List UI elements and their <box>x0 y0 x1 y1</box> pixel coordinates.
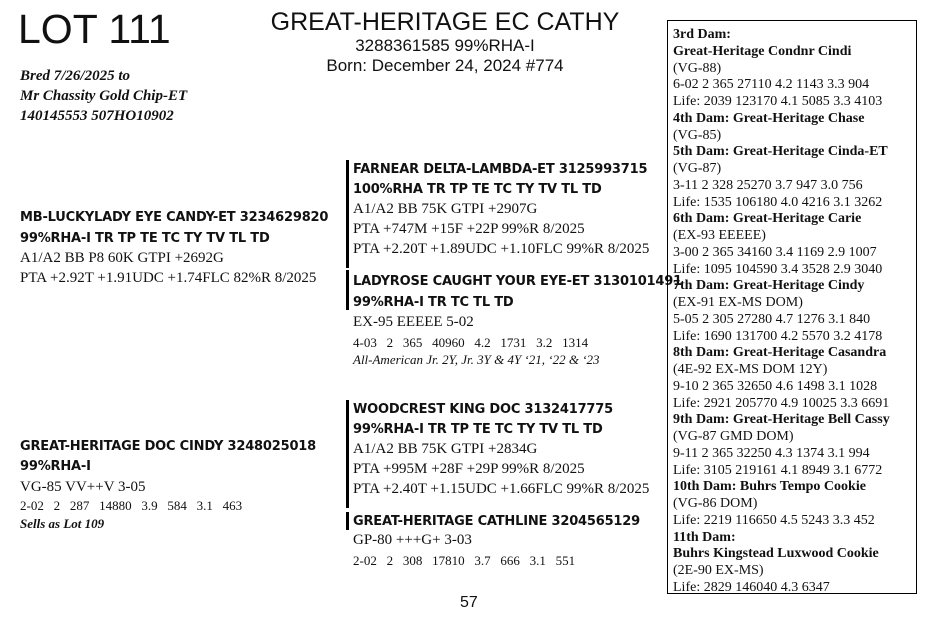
dam-lineage-line: 9-11 2 365 32250 4.3 1374 3.1 994 <box>673 445 870 461</box>
sire-sire-name: FARNEAR DELTA-LAMBDA-ET 3125993715 <box>353 162 648 177</box>
dam-lineage-line: Life: 3105 219161 4.1 8949 3.1 6772 <box>673 462 883 478</box>
dam-lineage-line: 11th Dam: <box>673 529 736 545</box>
dam-sire-name: WOODCREST KING DOC 3132417775 <box>353 402 613 417</box>
sire-dam-name: LADYROSE CAUGHT YOUR EYE-ET 3130101491 <box>353 274 682 289</box>
animal-name: GREAT-HERITAGE EC CATHY <box>270 8 620 36</box>
bred-date: Bred 7/26/2025 to <box>20 68 131 84</box>
lot-number: LOT 111 <box>18 6 171 52</box>
sire-dam-record: 4-03 2 365 40960 4.2 1731 3.2 1314 <box>353 335 589 350</box>
dam-lineage-line: Life: 1095 104590 3.4 3528 2.9 3040 <box>673 261 883 277</box>
dam-classification: VG-85 VV++V 3-05 <box>20 479 146 495</box>
dam-lineage-line: 4th Dam: Great-Heritage Chase <box>673 110 865 126</box>
dam-lineage-line: 8th Dam: Great-Heritage Casandra <box>673 345 887 361</box>
dam-lineage-line: Buhrs Kingstead Luxwood Cookie <box>673 546 879 562</box>
sire-codes: 99%RHA-I TR TP TE TC TY TV TL TD <box>20 231 270 246</box>
sire-genomics: A1/A2 BB P8 60K GTPI +2692G <box>20 250 224 266</box>
dam-lineage-line: Life: 1535 106180 4.0 4216 3.1 3262 <box>673 194 883 210</box>
page-number: 57 <box>460 594 478 611</box>
dam-dam-record: 2-02 2 308 17810 3.7 666 3.1 551 <box>353 553 576 568</box>
dam-lineage-line: Life: 2829 146040 4.3 6347 <box>673 579 830 595</box>
dam-lineage-line: Life: 2219 116650 4.5 5243 3.3 452 <box>673 512 875 528</box>
dam-lineage-line: (4E-92 EX-MS DOM 12Y) <box>673 362 828 377</box>
sire-name: MB-LUCKYLADY EYE CANDY-ET 3234629820 <box>20 210 329 225</box>
dam-lineage-line: (VG-88) <box>673 60 722 76</box>
dam-sire-pta-type: PTA +2.40T +1.15UDC +1.66FLC 99%R 8/2025 <box>353 481 650 497</box>
sire-dam-codes: 99%RHA-I TR TC TL TD <box>353 295 514 310</box>
dam-lineage-line: 3-11 2 328 25270 3.7 947 3.0 756 <box>673 177 863 193</box>
registration: 3288361585 99%RHA-I <box>355 36 535 55</box>
dam-lineage-line: Life: 2921 205770 4.9 10025 3.3 6691 <box>673 395 890 411</box>
dam-record: 2-02 2 287 14880 3.9 584 3.1 463 <box>20 498 243 513</box>
dam-sire-pta-yield: PTA +995M +28F +29P 99%R 8/2025 <box>353 461 585 477</box>
dam-dam-classification: GP-80 +++G+ 3-03 <box>353 532 472 548</box>
dam-lineage-line: 7th Dam: Great-Heritage Cindy <box>673 278 865 294</box>
dam-lineage-line: (EX-91 EX-MS DOM) <box>673 295 803 310</box>
dam-lineage-line: Life: 2039 123170 4.1 5085 3.3 4103 <box>673 94 883 109</box>
dam-lineage-line: 5-05 2 305 27280 4.7 1276 3.1 840 <box>673 311 871 327</box>
dam-lineage-line: 6-02 2 365 27110 4.2 1143 3.3 904 <box>673 77 870 93</box>
dam-dam-name: GREAT-HERITAGE CATHLINE 3204565129 <box>353 514 640 529</box>
dam-sire-genomics: A1/A2 BB 75K GTPI +2834G <box>353 441 538 457</box>
dam-lineage-line: (EX-93 EEEEE) <box>673 228 766 243</box>
pedigree-bar <box>346 400 349 508</box>
dam-lineage-line: 9th Dam: Great-Heritage Bell Cassy <box>673 412 890 428</box>
dam-name: GREAT-HERITAGE DOC CINDY 3248025018 <box>20 439 316 454</box>
sire-sire-codes: 100%RHA TR TP TE TC TY TV TL TD <box>353 182 602 197</box>
dam-lineage-line: 9-10 2 365 32650 4.6 1498 3.1 1028 <box>673 378 878 394</box>
dam-lineage-line: 6th Dam: Great-Heritage Carie <box>673 211 862 227</box>
dam-sale-note: Sells as Lot 109 <box>20 516 105 531</box>
dam-lineage-line: (2E-90 EX-MS) <box>673 563 764 578</box>
sire-sire-pta-type: PTA +2.20T +1.89UDC +1.10FLC 99%R 8/2025 <box>353 241 650 257</box>
dam-lineage-line: (VG-87) <box>673 161 722 176</box>
dam-lineage-line: (VG-85) <box>673 127 722 143</box>
dam-codes: 99%RHA-I <box>20 459 91 474</box>
dam-lineage-line: 3rd Dam: <box>673 27 731 42</box>
dam-lineage-line: (VG-86 DOM) <box>673 496 758 511</box>
dam-lineage-line: (VG-87 GMD DOM) <box>673 429 794 444</box>
sire-dam-classification: EX-95 EEEEE 5-02 <box>353 314 474 330</box>
sire-pta: PTA +2.92T +1.91UDC +1.74FLC 82%R 8/2025 <box>20 270 317 286</box>
dam-lineage-line: 5th Dam: Great-Heritage Cinda-ET <box>673 144 888 160</box>
sire-dam-honors: All-American Jr. 2Y, Jr. 3Y & 4Y ‘21, ‘22 & ‘23 <box>353 352 600 367</box>
bred-sire-reg: 140145553 507HO10902 <box>20 108 174 124</box>
dam-sire-codes: 99%RHA-I TR TP TE TC TY TV TL TD <box>353 422 603 437</box>
sire-sire-pta-yield: PTA +747M +15F +22P 99%R 8/2025 <box>353 221 585 237</box>
dam-lineage-line: 10th Dam: Buhrs Tempo Cookie <box>673 479 866 495</box>
sire-sire-genomics: A1/A2 BB 75K GTPI +2907G <box>353 201 538 217</box>
bred-sire: Mr Chassity Gold Chip-ET <box>20 88 188 104</box>
dam-lineage-line: Great-Heritage Condnr Cindi <box>673 43 852 59</box>
birth-date: Born: December 24, 2024 #774 <box>326 56 564 75</box>
dam-lineage-line: 3-00 2 365 34160 3.4 1169 2.9 1007 <box>673 244 877 260</box>
pedigree-bar <box>346 270 349 310</box>
dam-lineage-line: Life: 1690 131700 4.2 5570 3.2 4178 <box>673 328 883 344</box>
pedigree-bar <box>346 160 349 268</box>
pedigree-bar <box>346 512 349 530</box>
